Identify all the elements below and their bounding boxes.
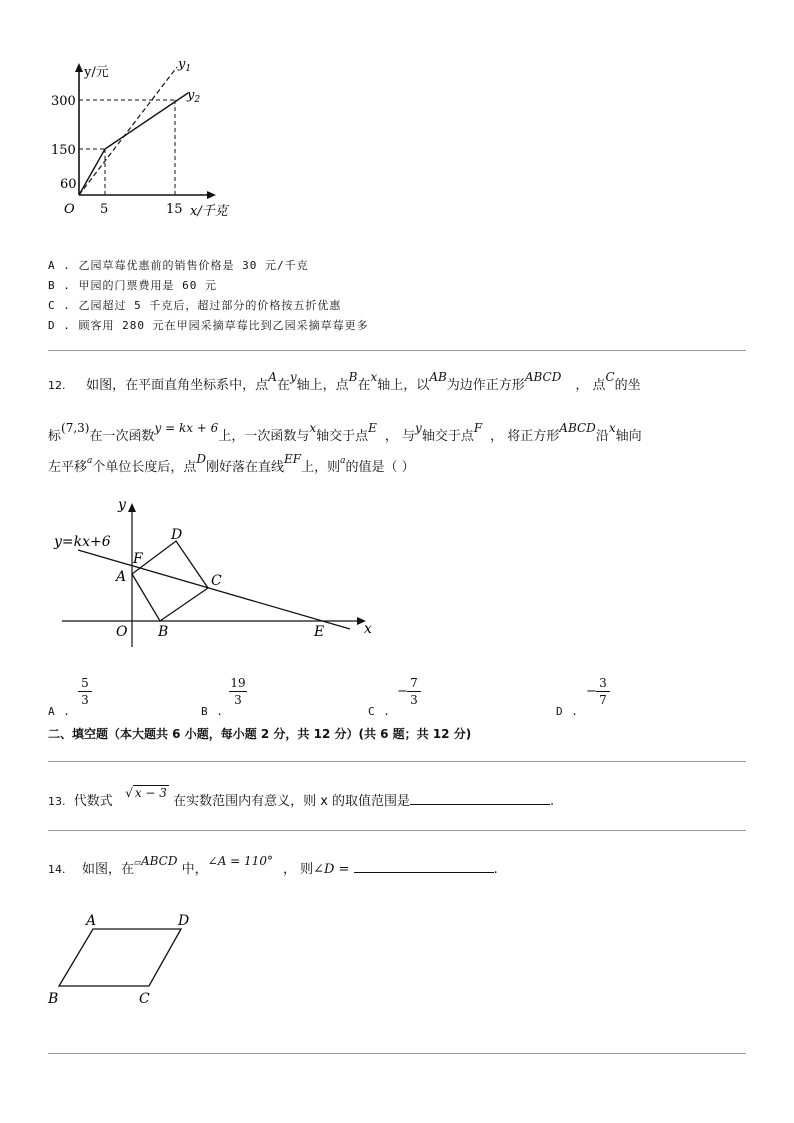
- divider-3: [48, 830, 746, 831]
- q12-option-a-fraction: 5 3: [78, 676, 92, 707]
- q12-option-b-fraction: 19 3: [230, 676, 246, 707]
- q12-graph: [48, 495, 388, 650]
- point-c-label: C: [211, 573, 222, 589]
- q11-option-a: A . 乙园草莓优惠前的销售价格是 30 元/千克: [48, 259, 309, 272]
- vertex-c: C: [139, 991, 150, 1007]
- q12-line-1: 12. 如图，在平面直角坐标系中，点A在y轴上，点B在x轴上，以AB为边作正方形ABCD， 点C的坐: [48, 370, 641, 393]
- point-b-label: B: [158, 624, 169, 640]
- line-y1: [79, 67, 177, 195]
- point-a-label: A: [116, 569, 127, 585]
- q12-option-c-fraction: 7 3: [407, 676, 421, 707]
- q12-option-c-label: C .: [368, 705, 391, 718]
- tick-150: 150: [51, 143, 76, 158]
- section-heading: 二、填空题（本大题共 6 小题，每小题 2 分，共 12 分）(共 6 题；共 12 分): [48, 727, 472, 741]
- q14-line: 14. 如图，在▱ABCD 中，∠A = 110°， 则∠D = .: [48, 854, 498, 877]
- origin-label: O: [116, 624, 128, 640]
- q11-option-b: B . 甲园的门票费用是 60 元: [48, 279, 217, 292]
- func-label: y=kx+6: [54, 534, 111, 550]
- q14-answer-blank[interactable]: [354, 860, 494, 873]
- line-y2: [79, 93, 188, 195]
- y-axis-label: y/元: [84, 65, 109, 80]
- vertex-a: A: [86, 913, 97, 929]
- q11-option-c: C . 乙园超过 5 千克后，超过部分的价格按五折优惠: [48, 299, 342, 312]
- divider-2: [48, 761, 746, 762]
- tick-60: 60: [60, 177, 77, 192]
- q12-line-3: 左平移$^a$个单位长度后，点D刚好落在直线EF上，则$^a$的值是（ ）: [48, 452, 415, 475]
- x-axis-arrow: [207, 191, 216, 199]
- q12-option-b-label: B .: [201, 705, 224, 718]
- origin-label: O: [64, 202, 75, 217]
- q11-graph: [50, 55, 250, 225]
- q11-option-d: D . 顾客用 280 元在甲园采摘草莓比到乙园采摘草莓更多: [48, 319, 369, 332]
- q12-option-d-fraction: 3 7: [596, 676, 610, 707]
- q12-line-2: 标(7,3)在一次函数y = kx + 6上，一次函数与x轴交于点E， 与y轴交于点F， 将正方形ABCD沿x轴向: [48, 421, 642, 444]
- q12-option-a-label: A .: [48, 705, 71, 718]
- point-d-label: D: [171, 527, 183, 543]
- label-y1: $y_1$: [178, 57, 192, 74]
- tick-5: 5: [100, 202, 109, 217]
- x-axis-label: x/千克: [190, 204, 228, 219]
- q13-line: 13. 代数式 √ x − 3 在实数范围内有意义，则 x 的取值范围是 .: [48, 786, 555, 809]
- vertex-d: D: [178, 913, 190, 929]
- label-y2: $y_2$: [187, 88, 201, 105]
- q12-option-d-sign: −: [586, 684, 597, 699]
- q14-parallelogram: [44, 908, 204, 1012]
- divider-4: [48, 1053, 746, 1054]
- q12-option-d-label: D .: [556, 705, 579, 718]
- parallelogram-abcd: [59, 929, 181, 986]
- point-e-label: E: [314, 624, 325, 640]
- y-axis-arrow: [75, 63, 83, 72]
- point-f-label: F: [133, 551, 143, 567]
- q12-option-c-sign: −: [397, 684, 408, 699]
- q14-number: 14.: [48, 863, 66, 876]
- q12-number: 12.: [48, 379, 66, 392]
- sqrt-expression: √ x − 3: [125, 786, 167, 800]
- y-label: y: [118, 497, 126, 513]
- y-axis-arrow: [128, 503, 136, 512]
- x-label: x: [364, 621, 372, 637]
- q13-answer-blank[interactable]: [410, 792, 550, 805]
- tick-300: 300: [51, 94, 76, 109]
- vertex-b: B: [48, 991, 59, 1007]
- line-ef: [78, 550, 350, 629]
- square-abcd: [132, 541, 208, 621]
- q13-number: 13.: [48, 795, 66, 808]
- divider-1: [48, 350, 746, 351]
- tick-15: 15: [166, 202, 183, 217]
